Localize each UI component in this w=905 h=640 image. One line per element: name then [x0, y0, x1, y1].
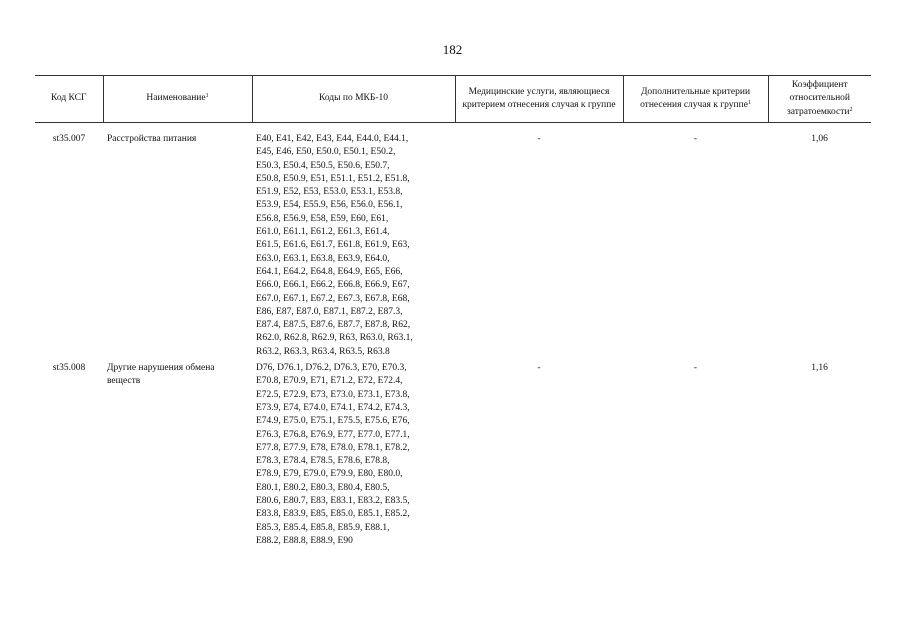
- header-name: Наименование$^1$: [103, 76, 252, 123]
- footnote-marker: 1: [205, 93, 209, 100]
- header-additional-criteria: Дополнительные критерии отнесения случая к группе$^1$: [623, 76, 768, 123]
- table-row: [35, 133, 871, 362]
- medical-services: -: [537, 363, 541, 374]
- medical-services: -: [537, 134, 541, 144]
- cost-coefficient: 1,06: [811, 134, 828, 144]
- ksg-code: st35.007: [52, 134, 86, 144]
- header-icd-codes: Коды по МКБ-10: [252, 76, 455, 123]
- icd-codes: E40, E41, E42, E43, E44, E44.0, E44.1, E45, E46, E50, E50.0, E50.1, E50.2, E50.3, E50.4, E50.5, E50.6, E50.7, E50.8, E50.9, E51, E51.1, E51.2, E51.8, E51.9, E52, E53, E53.0, E53.1, E53.8, E53.9, E54, E55.9, E56, E56.0, E56.1, E56.8, E56.9, E58, E59, E60, E61, E61.0, E61.1, E61.2, E61.3, E61.4, E61.5, E61.6, E61.7, E61.8, E61.9, E63, E63.0, E63.1, E63.8, E63.9, E64.0, E64.1, E64.2, E64.8, E64.9, E65, E66, E66.0, E66.1, E66.2, E66.8, E66.9, E67, E67.0, E67.1, E67.2, E67.3, E67.8, E68, E86, E87, E87.0, E87.1, E87.2, E87.3, E87.4, E87.5, E87.6, E87.7, E87.8, R62, R62.0, R62.8, R62.9, R63, R63.0, R63.1, R63.2, R63.3, R63.4, R63.5, R63.8: [256, 134, 413, 357]
- icd-codes: D76, D76.1, D76.2, D76.3, E70, E70.3, E70.8, E70.9, E71, E71.2, E72, E72.4, E72.5, E72.9, E73, E73.0, E73.1, E73.8, E73.9, E74, E74.0, E74.1, E74.2, E74.3, E74.9, E75.0, E75.1, E75.5, E75.6, E76, E76.3, E76.8, E76.9, E77, E77.0, E77.1, E77.8, E77.9, E78, E78.0, E78.1, E78.2, E78.3, E78.4, E78.5, E78.6, E78.8, E78.9, E79, E79.0, E79.9, E80, E80.0, E80.1, E80.2, E80.3, E80.4, E80.5, E80.6, E80.7, E83, E83.1, E83.2, E83.5, E83.8, E83.9, E85, E85.0, E85.1, E85.2, E85.3, E85.4, E85.8, E85.9, E88.1, E88.2, E88.8, E88.9, E90: [256, 363, 410, 546]
- cost-coefficient: 1,16: [811, 363, 828, 374]
- ksg-name: Расстройства питания: [107, 134, 197, 144]
- ksg-name: Другие нарушения обмена веществ: [107, 363, 215, 387]
- ksg-code: st35.008: [52, 363, 86, 374]
- additional-criteria: -: [693, 134, 698, 144]
- table-row: [35, 362, 871, 551]
- additional-criteria: -: [693, 363, 698, 374]
- header-code: Код КСГ: [35, 76, 103, 123]
- table-spacer: [35, 123, 871, 134]
- footnote-marker: 2: [849, 106, 853, 113]
- footnote-marker: 1: [747, 100, 751, 106]
- header-coefficient: Коэффициент относительной затратоемкости$^2$: [768, 76, 871, 123]
- page-number: 182: [442, 42, 463, 57]
- header-medical-services: Медицинские услуги, являющиеся критерием отнесения случая к группе: [455, 76, 623, 123]
- ksg-table: [35, 75, 871, 551]
- table-header-row: [35, 76, 871, 123]
